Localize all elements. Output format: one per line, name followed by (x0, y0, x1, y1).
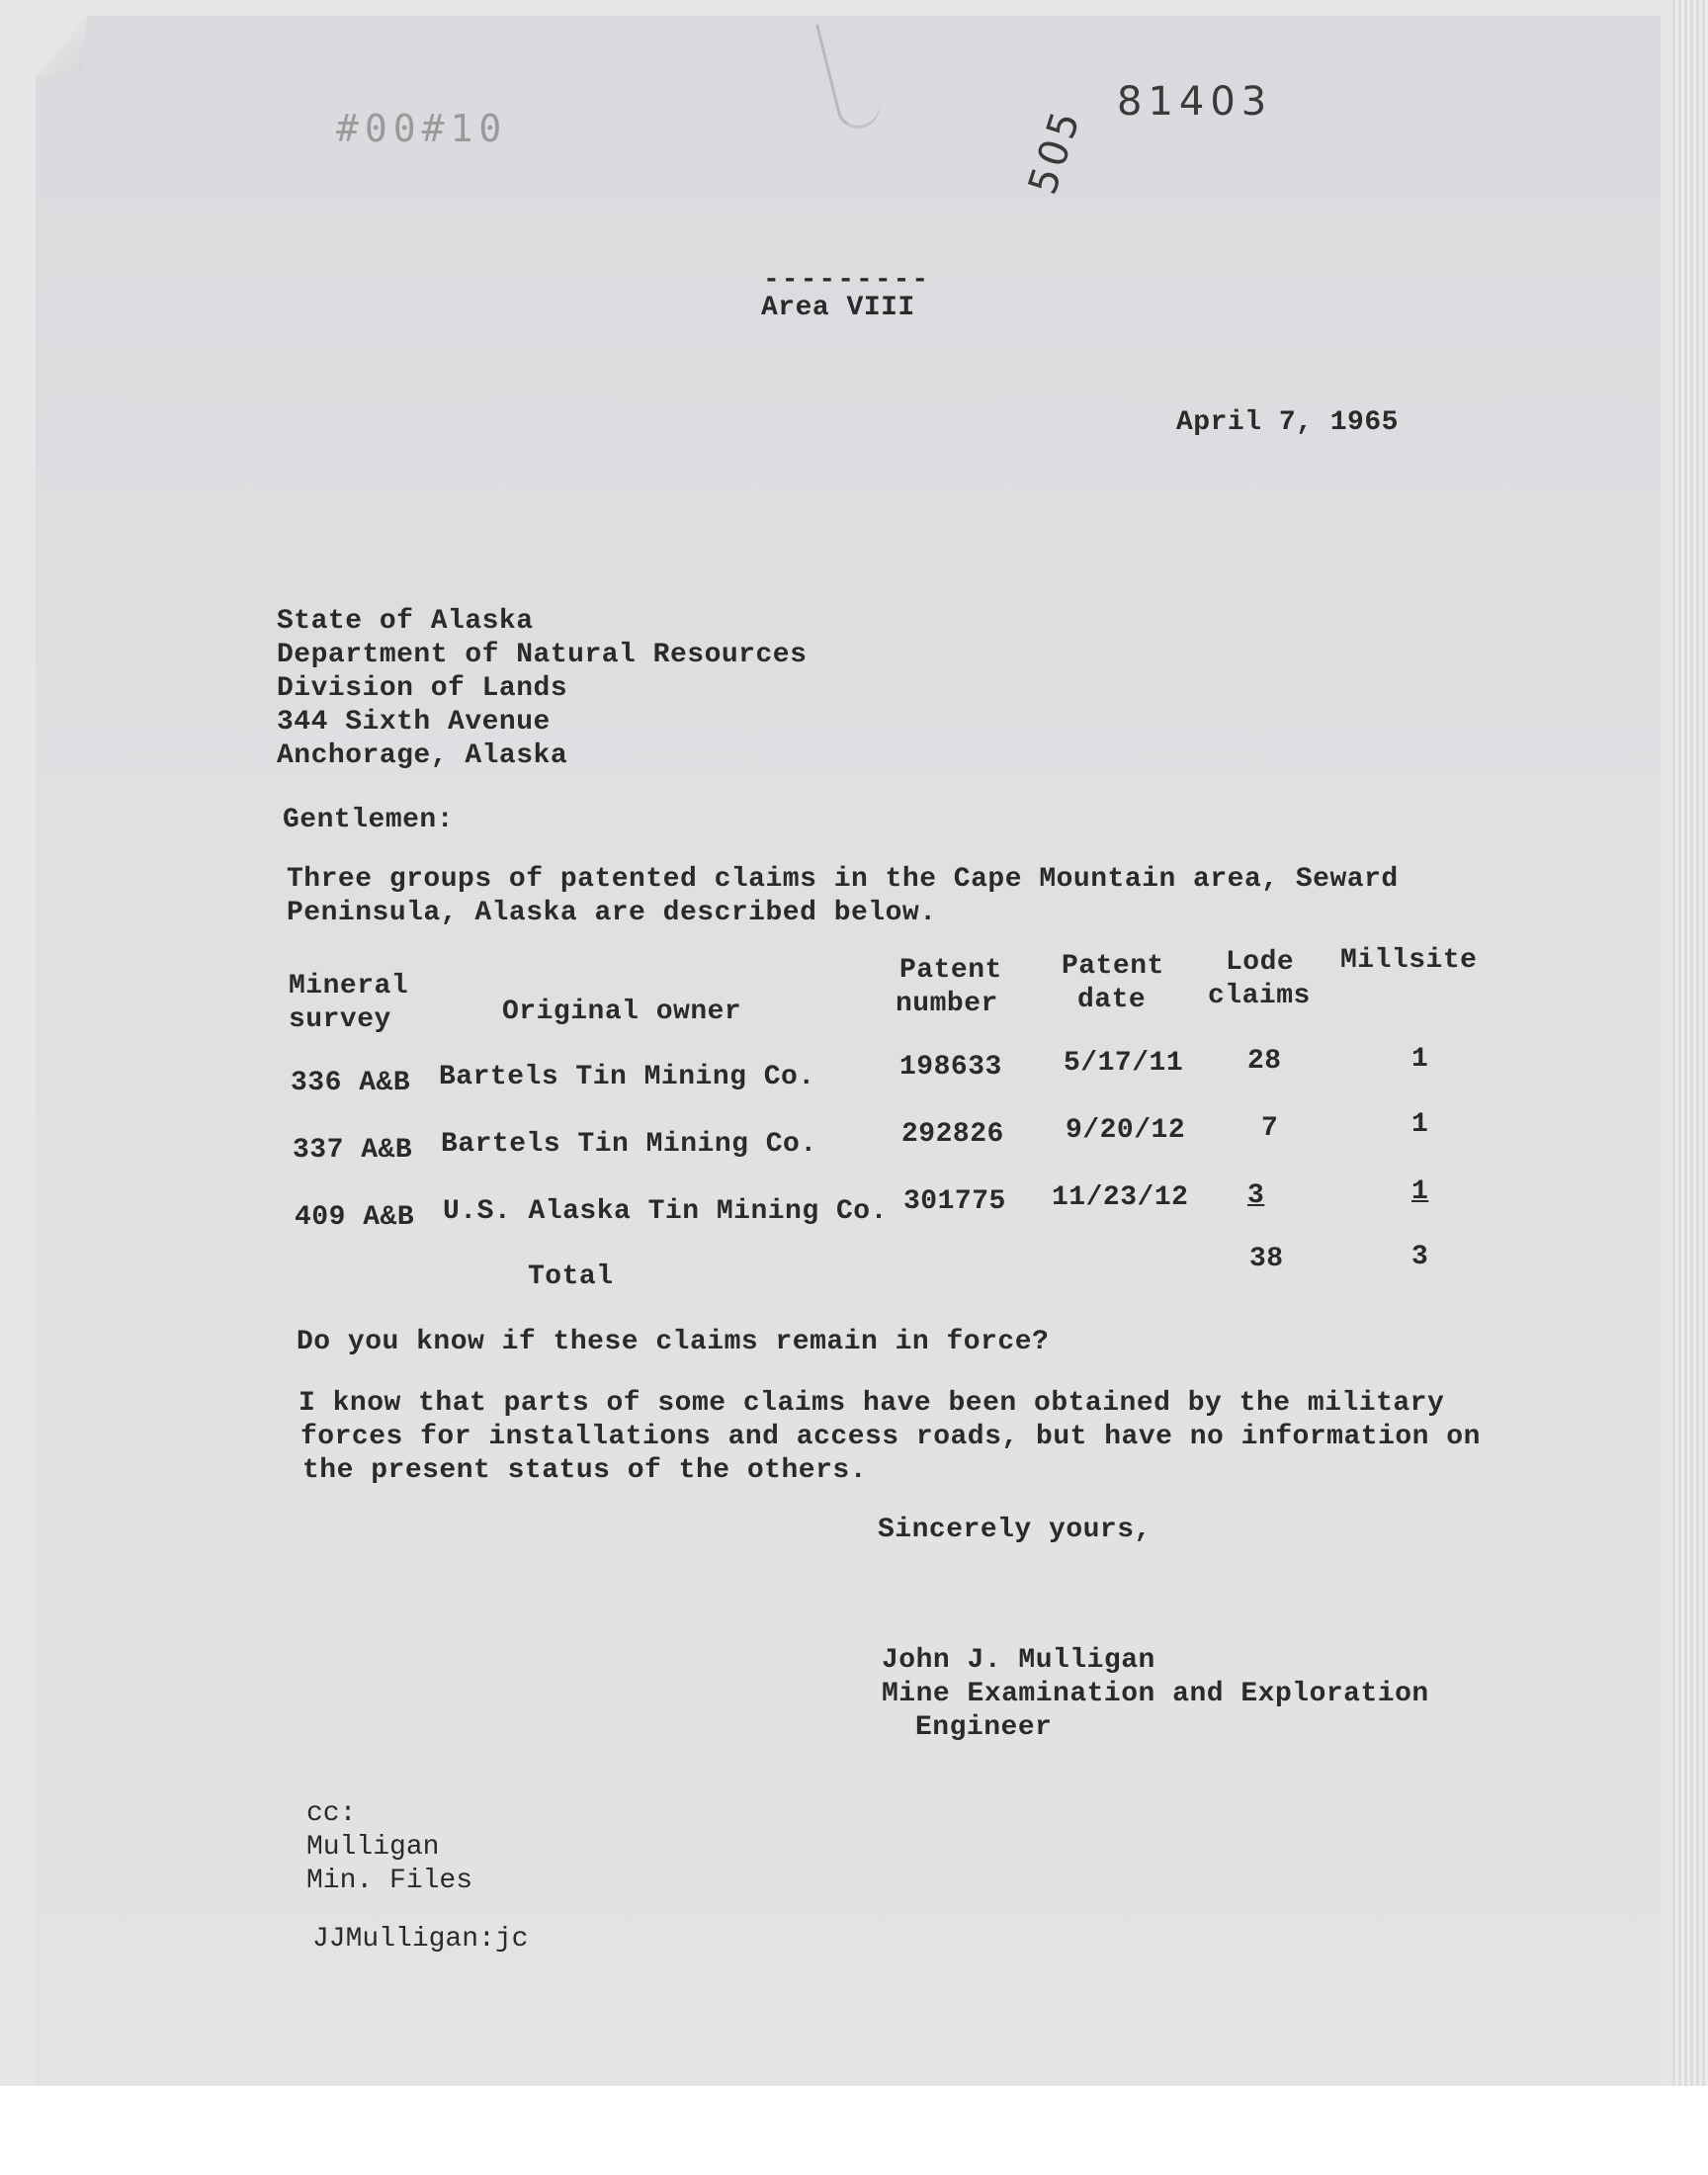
row-2-millsite: 1 (1411, 1109, 1429, 1140)
scan-edge-strip (1672, 0, 1708, 2086)
header-millsite: Millsite (1340, 945, 1478, 976)
recipient-line-3: Division of Lands (277, 673, 568, 704)
row-3-survey: 409 A&B (295, 1202, 415, 1233)
handwritten-number-rotated: 505 (1020, 102, 1091, 201)
header-lode-2: claims (1208, 981, 1311, 1011)
row-3-patent-date: 11/23/12 (1052, 1182, 1189, 1213)
typist-initials: JJMulligan:jc (312, 1924, 529, 1955)
recipient-line-4: 344 Sixth Avenue (277, 707, 551, 738)
letter-date: April 7, 1965 (1176, 407, 1399, 438)
recipient-line-5: Anchorage, Alaska (277, 740, 568, 771)
header-patent-number-1: Patent (899, 955, 1002, 986)
recipient-line-2: Department of Natural Resources (277, 640, 808, 670)
scan-bottom-margin (0, 2086, 1708, 2175)
body-paragraph-line-2: forces for installations and access roads, but have no information on (300, 1422, 1481, 1452)
handwritten-number-top: 81403 (1117, 79, 1273, 125)
header-patent-date-1: Patent (1062, 951, 1164, 982)
file-stamp-number: #00#10 (336, 107, 508, 150)
valediction: Sincerely yours, (878, 1515, 1152, 1545)
cc-label: cc: (306, 1798, 357, 1829)
recipient-line-1: State of Alaska (277, 606, 534, 637)
cc-line-2: Min. Files (306, 1866, 473, 1896)
row-1-patent-date: 5/17/11 (1064, 1048, 1184, 1079)
row-3-millsite: 1 (1411, 1176, 1429, 1207)
row-1-survey: 336 A&B (291, 1068, 411, 1098)
row-2-survey: 337 A&B (293, 1135, 413, 1166)
intro-line-1: Three groups of patented claims in the Cape Mountain area, Seward (287, 864, 1399, 895)
body-paragraph-line-1: I know that parts of some claims have been obtained by the military (299, 1388, 1445, 1419)
row-3-owner: U.S. Alaska Tin Mining Co. (443, 1196, 888, 1227)
total-millsite: 3 (1411, 1242, 1429, 1272)
body-paragraph-line-3: the present status of the others. (302, 1455, 867, 1486)
header-divider: --------- (763, 265, 931, 296)
cc-block (306, 1797, 472, 1898)
total-label: Total (528, 1262, 614, 1292)
intro-line-2: Peninsula, Alaska are described below. (287, 898, 937, 928)
header-survey-1: Mineral (289, 971, 409, 1001)
row-1-lode: 28 (1247, 1046, 1282, 1077)
signer-title-line-2: Engineer (915, 1712, 1053, 1743)
header-owner: Original owner (502, 997, 742, 1027)
total-lode: 38 (1249, 1244, 1284, 1274)
row-3-lode: 3 (1247, 1180, 1265, 1211)
row-1-owner: Bartels Tin Mining Co. (439, 1062, 815, 1092)
area-heading: Area VIII (761, 293, 915, 323)
cc-line-1: Mulligan (306, 1832, 440, 1863)
row-3-patent-number: 301775 (903, 1186, 1006, 1217)
header-patent-number-2: number (896, 989, 998, 1019)
signer-name: John J. Mulligan (882, 1645, 1155, 1676)
row-1-patent-number: 198633 (899, 1052, 1002, 1083)
row-2-lode: 7 (1261, 1113, 1279, 1144)
salutation: Gentlemen: (283, 805, 455, 835)
row-2-owner: Bartels Tin Mining Co. (441, 1129, 817, 1160)
signer-title-line-1: Mine Examination and Exploration (882, 1679, 1429, 1709)
body-question: Do you know if these claims remain in force? (297, 1327, 1050, 1357)
header-lode-1: Lode (1226, 947, 1295, 978)
row-2-patent-number: 292826 (901, 1119, 1004, 1150)
row-2-patent-date: 9/20/12 (1066, 1115, 1186, 1146)
row-1-millsite: 1 (1411, 1044, 1429, 1075)
header-survey-2: survey (289, 1004, 391, 1035)
header-patent-date-2: date (1077, 985, 1147, 1015)
